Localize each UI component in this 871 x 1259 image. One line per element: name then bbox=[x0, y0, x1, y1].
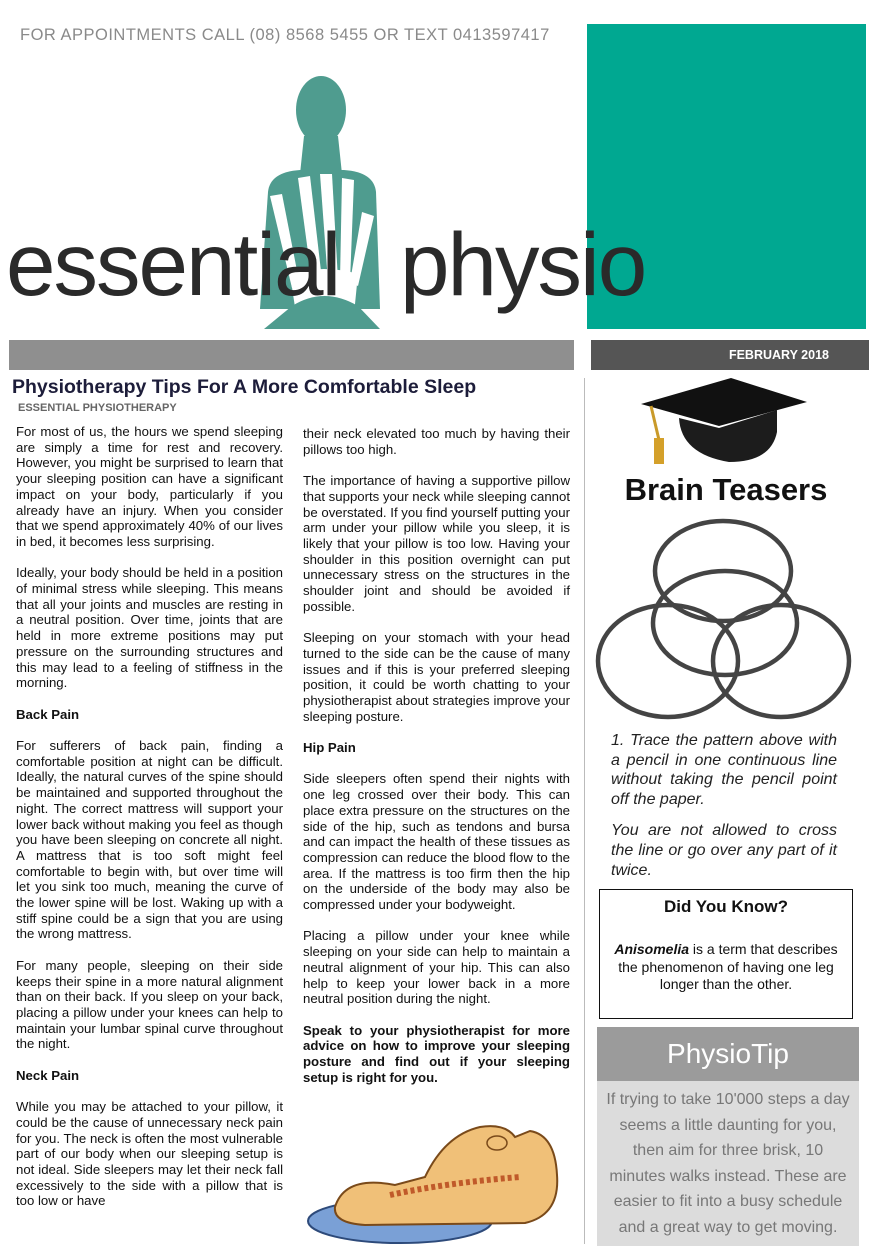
appointments-line: FOR APPOINTMENTS CALL (08) 8568 5455 OR TEXT 0413597417 bbox=[20, 26, 550, 44]
header-divider-bar bbox=[9, 340, 574, 370]
did-you-know-title: Did You Know? bbox=[663, 897, 789, 916]
puzzle-rule: You are not allowed to cross the line or go over any part of it twice. bbox=[611, 822, 837, 879]
brain-teasers-title: Brain Teasers bbox=[624, 472, 828, 507]
article-paragraph: For most of us, the hours we spend sleeping are simply a time for rest and recovery. However, you might be surprised to learn that your sleeping position can have a significant impact on your body, particularly if you already have an injury. When you consider that we spend approximately 40% of our lives in bed, it becomes less surprising. bbox=[16, 424, 283, 549]
article-paragraph: For many people, sleeping on their side keeps their spine in a more natural alignment than on their back. If you sleep on your back, placing a pillow under your knees can help to maintain your lumbar spinal curve throughout the night. bbox=[16, 957, 283, 1052]
term-definition: is a term that describes the phenomenon of having one leg longer than the other. bbox=[618, 941, 838, 992]
puzzle-text: 1. Trace the pattern above with a pencil in one continuous line without taking the pencil point off the paper. bbox=[611, 732, 837, 808]
issue-date: FEBRUARY 2018 bbox=[591, 340, 869, 370]
graduation-cap-icon bbox=[639, 376, 809, 476]
section-heading-neck-pain: Neck Pain bbox=[16, 1067, 80, 1083]
did-you-know-text bbox=[612, 941, 840, 994]
essential-physio-logo bbox=[6, 74, 646, 329]
article-paragraph: Side sleepers often spend their nights with one leg crossed over their body. This can place extra pressure on the structures on the side of the hip, such as tendons and bursa and can impact the health of these tissues as compression can reduce the blood flow to the area. If the mattress is too firm then the hip on the underside of the body may also be compressed under your bodyweight. bbox=[303, 771, 570, 913]
article-byline: ESSENTIAL PHYSIOTHERAPY bbox=[18, 402, 177, 414]
section-heading-back-pain: Back Pain bbox=[16, 706, 80, 722]
physiotip-title: PhysioTip bbox=[597, 1027, 859, 1081]
pillow-illustration bbox=[305, 1115, 565, 1245]
article-paragraph: Placing a pillow under your knee while sleeping on your side can help to maintain a neutral alignment of your hip. This can also help to keep your lower back in a more neutral position during the night. bbox=[303, 928, 570, 1007]
did-you-know-box bbox=[599, 889, 853, 1019]
term-anisomelia: Anisomelia bbox=[614, 941, 690, 957]
article-title: Physiotherapy Tips For A More Comfortable Sleep bbox=[12, 376, 477, 398]
article-paragraph: The importance of having a supportive pillow that supports your neck while sleeping cannot be overstated. If you find yourself putting your arm under your pillow while you sleep, it is likely that your pillow is too low. Having your shoulder in this position overnight can put unnecessary stress on the structures in the shoulder joint and should be avoided if possible. bbox=[303, 473, 570, 614]
article-paragraph: their neck elevated too much by having their pillows too high. bbox=[303, 426, 570, 457]
column-divider bbox=[584, 378, 585, 1244]
logo-word-essential: essential bbox=[6, 214, 340, 314]
article-closing-advice: Speak to your physiotherapist for more advice on how to improve your sleeping posture and find out if your sleeping setup is right for you. bbox=[303, 1022, 570, 1085]
article-column-2 bbox=[303, 426, 570, 1101]
article-paragraph: While you may be attached to your pillow, it could be the cause of unnecessary neck pain for you. The neck is often the most vulnerable part of our body when our sleeping setup is not ideal. Side sleepers may let their neck fall excessively to the side with a pillow that is too low or have bbox=[16, 1099, 283, 1209]
physiotip-text: If trying to take 10'000 steps a day seems a little daunting for you, then aim for three brisk, 10 minutes walks instead. These are easier to fit into a busy schedule and a great way to get moving. bbox=[597, 1081, 859, 1246]
section-heading-hip-pain: Hip Pain bbox=[303, 740, 356, 756]
logo-word-physio: physio bbox=[400, 214, 646, 314]
article-paragraph: For sufferers of back pain, finding a comfortable position at night can be difficult. Ideally, the natural curves of the spine should be maintained and supported throughout the night. The correct mattress will support your lower back without making you feel as though you have been sleeping on concrete all night. A mattress that is too soft might feel comfortable to begin with, but over time will let you sink too much, meaning the curve of the lower spine will be lost. Waking up with a stiff spine could be a sign that you are using the wrong mattress. bbox=[16, 738, 283, 942]
article-paragraph: Ideally, your body should be held in a position of minimal stress while sleeping. This means that all your joints and muscles are resting in a neutral position. Over time, joints that are held in more extreme positions may put pressure on the surrounding structures and this may lead to a feeling of stiffness in the morning. bbox=[16, 565, 283, 691]
interlocking-rings-puzzle bbox=[595, 515, 857, 723]
brain-teaser-instructions bbox=[611, 731, 837, 892]
article-column-1 bbox=[16, 424, 283, 1225]
article-paragraph: Sleeping on your stomach with your head turned to the side can be the cause of many issues and if this is your preferred sleeping position, it could be worth chatting to your physiotherapist about strategies improve your sleeping posture. bbox=[303, 630, 570, 724]
